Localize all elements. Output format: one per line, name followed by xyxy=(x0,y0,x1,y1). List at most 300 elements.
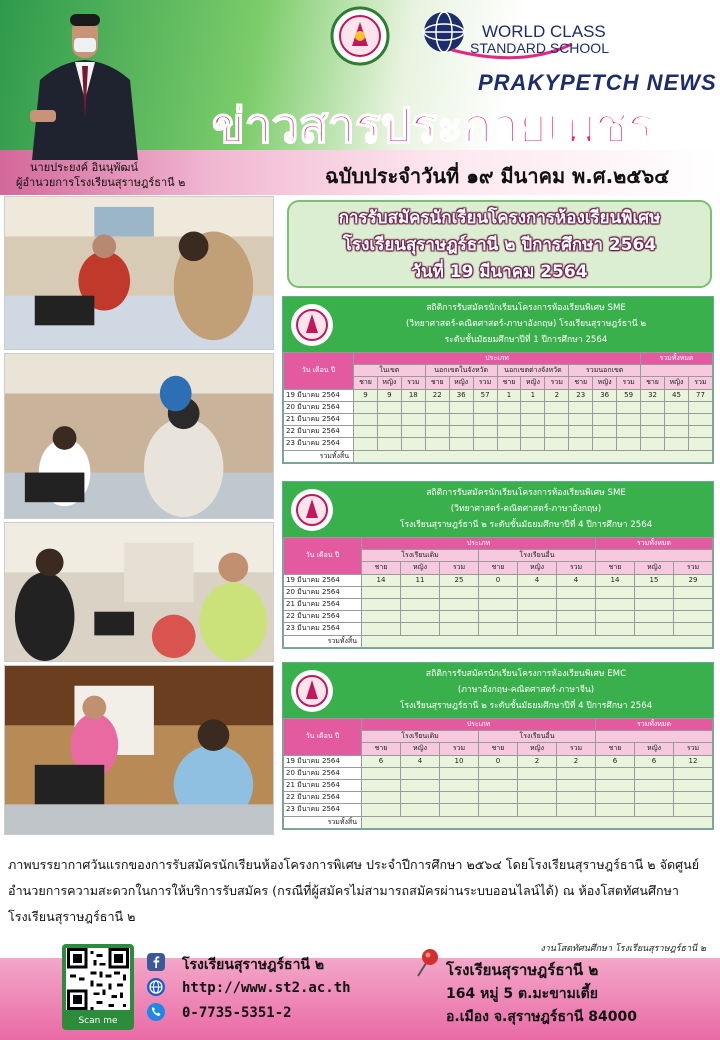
table-cell xyxy=(518,598,557,610)
total-header: รวมทั้งหมด xyxy=(641,353,713,365)
table-cell xyxy=(401,792,440,804)
table-cell: 6 xyxy=(596,755,635,767)
sub-header-cell: หญิง xyxy=(593,377,617,389)
row-date: 21 มีนาคม 2564 xyxy=(284,413,354,425)
table-row xyxy=(284,792,713,804)
table-cell: 77 xyxy=(688,389,712,401)
table-cell xyxy=(569,438,593,450)
table-cell xyxy=(401,779,440,791)
table-cell xyxy=(497,426,521,438)
photo-registration-4 xyxy=(4,665,274,835)
table-cell: 15 xyxy=(635,574,674,586)
sub-header-cell: ชาย xyxy=(596,562,635,574)
table-row xyxy=(284,611,713,623)
table-row xyxy=(284,779,713,791)
table-cell xyxy=(401,804,440,816)
table-cell xyxy=(635,623,674,635)
table-cell xyxy=(557,598,596,610)
sub-header-cell: ชาย xyxy=(641,377,665,389)
photo-registration-1 xyxy=(4,196,274,350)
sub-header-cell: รวม xyxy=(401,377,425,389)
table-cell xyxy=(688,426,712,438)
row-date: 22 มีนาคม 2564 xyxy=(284,426,354,438)
table-cell: 57 xyxy=(473,389,497,401)
principal-name: นายประยงค์ อินนุพัฒน์ xyxy=(30,161,138,174)
table-row xyxy=(284,401,713,413)
table-cell xyxy=(664,438,688,450)
table-cell xyxy=(596,586,635,598)
table-cell xyxy=(664,401,688,413)
table-cell xyxy=(545,413,569,425)
table-row xyxy=(284,767,713,779)
group-header: โรงเรียนเดิม xyxy=(362,731,479,743)
table-cell: 36 xyxy=(449,389,473,401)
website-link[interactable]: http://www.st2.ac.th xyxy=(182,980,351,996)
table-cell xyxy=(617,413,641,425)
table-cell xyxy=(596,767,635,779)
map-pin-icon xyxy=(412,948,440,978)
table-cell xyxy=(635,611,674,623)
table-cell xyxy=(354,426,378,438)
table-cell xyxy=(518,586,557,598)
group-header: นอกเขตในจังหวัด xyxy=(425,365,497,377)
table-cell xyxy=(557,623,596,635)
table-cell: 6 xyxy=(362,755,401,767)
table-cell xyxy=(401,623,440,635)
table-cell xyxy=(440,611,479,623)
sub-header-cell: ชาย xyxy=(569,377,593,389)
table-cell xyxy=(569,426,593,438)
sub-header-cell: ชาย xyxy=(354,377,378,389)
table-cell xyxy=(593,438,617,450)
group-header-blank xyxy=(641,365,713,377)
table-cell xyxy=(518,804,557,816)
table-cell xyxy=(440,767,479,779)
table-cell xyxy=(617,438,641,450)
type-header: ประเภท xyxy=(354,353,641,365)
table-cell xyxy=(617,401,641,413)
table-cell: 10 xyxy=(440,755,479,767)
table-row xyxy=(284,574,713,586)
table-cell xyxy=(362,804,401,816)
sub-header-cell: รวม xyxy=(617,377,641,389)
stats-table-header xyxy=(283,663,713,718)
sub-header-cell: ชาย xyxy=(425,377,449,389)
table-cell xyxy=(473,438,497,450)
school-seal-icon xyxy=(289,302,335,348)
total-header: รวมทั้งหมด xyxy=(596,538,713,550)
row-date: 20 มีนาคม 2564 xyxy=(284,401,354,413)
table-cell xyxy=(557,792,596,804)
table-cell: 45 xyxy=(664,389,688,401)
table-cell xyxy=(674,623,713,635)
table-cell xyxy=(674,586,713,598)
stats-table-header xyxy=(283,482,713,537)
group-header: นอกเขตต่างจังหวัด xyxy=(497,365,569,377)
table-cell xyxy=(401,401,425,413)
table-cell xyxy=(440,804,479,816)
row-date: 20 มีนาคม 2564 xyxy=(284,586,362,598)
table-cell xyxy=(479,586,518,598)
table-cell: 2 xyxy=(557,755,596,767)
row-date: 20 มีนาคม 2564 xyxy=(284,767,362,779)
table-row xyxy=(284,804,713,816)
table-cell xyxy=(449,438,473,450)
address-title: โรงเรียนสุราษฎร์ธานี ๒ xyxy=(446,961,599,979)
table-cell xyxy=(440,586,479,598)
table-cell xyxy=(569,401,593,413)
table-cell: 23 xyxy=(569,389,593,401)
table-cell xyxy=(425,413,449,425)
table-row xyxy=(284,389,713,401)
sum-cells xyxy=(362,635,713,647)
qr-code[interactable] xyxy=(62,944,134,1030)
total-header: รวมทั้งหมด xyxy=(596,719,713,731)
table-cell xyxy=(635,779,674,791)
table-cell xyxy=(596,623,635,635)
group-header: โรงเรียนเดิม xyxy=(362,550,479,562)
stats-title: สถิติการรับสมัครนักเรียนโครงการห้องเรียนพิเศษ SME xyxy=(426,488,626,498)
row-date: 21 มีนาคม 2564 xyxy=(284,779,362,791)
wcs-line2: STANDARD SCHOOL xyxy=(470,40,609,56)
stats-level: โรงเรียนสุราษฎร์ธานี ๒ ระดับชั้นมัธยมศึกษาปีที่ 4 ปีการศึกษา 2564 xyxy=(399,520,653,530)
table-cell xyxy=(479,623,518,635)
table-cell xyxy=(401,586,440,598)
table-cell xyxy=(688,413,712,425)
stats-grid xyxy=(283,537,713,648)
table-cell xyxy=(362,767,401,779)
sub-header-cell: หญิง xyxy=(635,743,674,755)
group-header-blank xyxy=(596,550,713,562)
table-cell xyxy=(425,426,449,438)
table-cell xyxy=(635,792,674,804)
qr-code-icon xyxy=(66,948,130,1010)
table-row xyxy=(284,755,713,767)
table-cell xyxy=(449,426,473,438)
row-date: 21 มีนาคม 2564 xyxy=(284,598,362,610)
table-cell xyxy=(362,779,401,791)
table-cell xyxy=(545,426,569,438)
row-date: 23 มีนาคม 2564 xyxy=(284,623,362,635)
table-cell xyxy=(674,767,713,779)
phone-number[interactable]: 0-7735-5351-2 xyxy=(182,1005,292,1021)
table-cell: 11 xyxy=(401,574,440,586)
table-cell xyxy=(440,792,479,804)
table-cell xyxy=(518,767,557,779)
table-cell xyxy=(479,767,518,779)
row-date: 22 มีนาคม 2564 xyxy=(284,611,362,623)
table-cell xyxy=(674,598,713,610)
table-cell xyxy=(596,804,635,816)
table-cell xyxy=(479,792,518,804)
table-cell xyxy=(545,438,569,450)
table-cell xyxy=(635,804,674,816)
table-cell xyxy=(401,611,440,623)
sum-cells xyxy=(362,816,713,828)
table-cell: 2 xyxy=(545,389,569,401)
table-cell xyxy=(518,611,557,623)
sub-header-cell: หญิง xyxy=(401,743,440,755)
table-cell xyxy=(521,413,545,425)
sub-header-cell: หญิง xyxy=(635,562,674,574)
table-cell xyxy=(545,401,569,413)
stats-table-emc-m4 xyxy=(282,662,714,830)
table-cell: 4 xyxy=(518,574,557,586)
date-column-header: วัน เดือน ปี xyxy=(284,538,362,575)
sub-header-cell: รวม xyxy=(557,562,596,574)
stats-level: โรงเรียนสุราษฎร์ธานี ๒ ระดับชั้นมัธยมศึกษาปีที่ 4 ปีการศึกษา 2564 xyxy=(399,701,653,711)
table-cell xyxy=(635,586,674,598)
table-cell: 14 xyxy=(362,574,401,586)
scan-me-label: Scan me xyxy=(78,1016,118,1026)
table-cell: 0 xyxy=(479,755,518,767)
stats-grid xyxy=(283,718,713,829)
type-header: ประเภท xyxy=(362,719,596,731)
table-cell xyxy=(440,598,479,610)
headline-line2: โรงเรียนสุราษฎร์ธานี ๒ ปีการศึกษา 2564 xyxy=(342,235,657,255)
table-cell: 36 xyxy=(593,389,617,401)
table-cell xyxy=(557,779,596,791)
table-cell xyxy=(377,426,401,438)
table-cell xyxy=(593,426,617,438)
table-cell: 59 xyxy=(617,389,641,401)
table-cell xyxy=(518,623,557,635)
photo-caption: ภาพบรรยากาศวันแรกของการรับสมัครนักเรียนห้องโครงการพิเศษ ประจำปีการศึกษา ๒๕๖๔ โดยโรงเรียนสุราษฎร์ธานี ๒ จัดศูนย์อำนวยการความสะดวกในการให้บริการรับสมัคร (กรณีที่ผู้สมัครไม่สามารถสมัครผ่านระบบออนไลน์ได้) ณ ห้องโสตทัศนศึกษา โรงเรียนสุราษฎร์ธานี ๒ xyxy=(8,857,700,924)
table-cell xyxy=(440,779,479,791)
table-row xyxy=(284,413,713,425)
table-cell: 4 xyxy=(557,574,596,586)
sub-header-cell: รวม xyxy=(688,377,712,389)
row-date: 19 มีนาคม 2564 xyxy=(284,389,354,401)
table-cell xyxy=(674,779,713,791)
newsletter-title-th: ข่าวสารประกายเพชร xyxy=(212,98,654,154)
web-icon xyxy=(147,978,165,996)
sum-label: รวมทั้งสิ้น xyxy=(284,450,354,462)
table-row xyxy=(284,598,713,610)
sub-header-cell: ชาย xyxy=(596,743,635,755)
table-cell xyxy=(641,426,665,438)
row-date: 19 มีนาคม 2564 xyxy=(284,755,362,767)
sub-header-cell: ชาย xyxy=(497,377,521,389)
table-cell xyxy=(557,586,596,598)
table-cell xyxy=(479,598,518,610)
phone-icon xyxy=(147,1003,165,1021)
table-cell xyxy=(593,401,617,413)
table-cell: 25 xyxy=(440,574,479,586)
table-cell xyxy=(479,804,518,816)
sub-header-cell: หญิง xyxy=(377,377,401,389)
table-cell xyxy=(521,438,545,450)
row-date: 23 มีนาคม 2564 xyxy=(284,438,354,450)
table-cell xyxy=(497,438,521,450)
group-header: ในเขต xyxy=(354,365,426,377)
table-cell xyxy=(401,598,440,610)
table-row xyxy=(284,586,713,598)
table-cell xyxy=(354,413,378,425)
table-cell xyxy=(362,611,401,623)
stats-level: ระดับชั้นมัธยมศึกษาปีที่ 1 ปีการศึกษา 2564 xyxy=(444,335,608,345)
table-cell xyxy=(377,401,401,413)
table-row xyxy=(284,426,713,438)
table-cell xyxy=(641,401,665,413)
table-cell xyxy=(479,611,518,623)
row-date: 19 มีนาคม 2564 xyxy=(284,574,362,586)
sub-header-cell: หญิง xyxy=(664,377,688,389)
table-cell: 2 xyxy=(518,755,557,767)
table-cell xyxy=(557,804,596,816)
table-cell xyxy=(401,438,425,450)
table-cell xyxy=(401,413,425,425)
table-cell xyxy=(401,767,440,779)
table-cell xyxy=(557,611,596,623)
table-cell xyxy=(674,611,713,623)
sub-header-cell: รวม xyxy=(674,743,713,755)
table-cell: 22 xyxy=(425,389,449,401)
table-cell xyxy=(473,401,497,413)
sum-label: รวมทั้งสิ้น xyxy=(284,635,362,647)
sub-header-cell: ชาย xyxy=(479,743,518,755)
table-cell xyxy=(557,767,596,779)
table-cell: 6 xyxy=(635,755,674,767)
masthead xyxy=(0,0,720,195)
table-row xyxy=(284,438,713,450)
table-cell xyxy=(674,792,713,804)
sum-cells xyxy=(354,450,713,462)
stats-subtitle: (วิทยาศาสตร์-คณิตศาสตร์-ภาษาอังกฤษ) xyxy=(450,504,602,514)
table-cell xyxy=(674,804,713,816)
date-column-header: วัน เดือน ปี xyxy=(284,719,362,756)
table-cell xyxy=(596,611,635,623)
table-cell xyxy=(362,792,401,804)
sub-header-cell: หญิง xyxy=(449,377,473,389)
stats-subtitle: (ภาษาอังกฤษ-คณิตศาสตร์-ภาษาจีน) xyxy=(457,685,595,695)
issue-date: ฉบับประจำวันที่ ๑๙ มีนาคม พ.ศ.๒๕๖๔ xyxy=(325,164,670,188)
facebook-icon xyxy=(147,953,165,971)
table-cell xyxy=(635,767,674,779)
table-cell xyxy=(497,413,521,425)
table-cell xyxy=(497,401,521,413)
sub-header-cell: หญิง xyxy=(521,377,545,389)
sub-header-cell: รวม xyxy=(557,743,596,755)
stats-grid xyxy=(283,352,713,463)
group-header-blank xyxy=(596,731,713,743)
wcs-line1: WORLD CLASS xyxy=(482,22,606,41)
group-header: โรงเรียนอื่น xyxy=(479,550,596,562)
table-cell: 14 xyxy=(596,574,635,586)
table-cell: 12 xyxy=(674,755,713,767)
table-cell xyxy=(473,413,497,425)
table-row xyxy=(284,623,713,635)
table-cell xyxy=(449,401,473,413)
table-cell xyxy=(518,779,557,791)
table-cell xyxy=(440,623,479,635)
stats-title: สถิติการรับสมัครนักเรียนโครงการห้องเรียนพิเศษ SME xyxy=(426,303,626,313)
table-cell xyxy=(664,426,688,438)
sub-header-cell: ชาย xyxy=(362,743,401,755)
table-cell: 4 xyxy=(401,755,440,767)
facebook-link[interactable]: โรงเรียนสุราษฎร์ธานี ๒ xyxy=(182,957,325,973)
row-date: 23 มีนาคม 2564 xyxy=(284,804,362,816)
sub-header-cell: รวม xyxy=(440,562,479,574)
table-cell: 29 xyxy=(674,574,713,586)
photo-registration-3 xyxy=(4,522,274,662)
table-cell xyxy=(425,401,449,413)
table-cell xyxy=(641,413,665,425)
school-seal-icon xyxy=(289,487,335,533)
table-cell xyxy=(449,413,473,425)
table-cell xyxy=(362,623,401,635)
table-cell xyxy=(377,438,401,450)
row-date: 22 มีนาคม 2564 xyxy=(284,792,362,804)
photo-registration-2 xyxy=(4,353,274,519)
table-cell xyxy=(641,438,665,450)
school-seal-logo xyxy=(322,6,398,66)
stats-table-sme-m1 xyxy=(282,296,714,464)
sub-header-cell: รวม xyxy=(674,562,713,574)
table-cell xyxy=(596,792,635,804)
sub-header-cell: ชาย xyxy=(479,562,518,574)
headline-line1: การรับสมัครนักเรียนโครงการห้องเรียนพิเศษ xyxy=(338,208,661,228)
table-cell xyxy=(617,426,641,438)
table-cell xyxy=(518,792,557,804)
principal-photo xyxy=(20,10,150,160)
table-cell: 1 xyxy=(521,389,545,401)
principal-position: ผู้อำนวยการโรงเรียนสุราษฎร์ธานี ๒ xyxy=(16,176,186,189)
sum-label: รวมทั้งสิ้น xyxy=(284,816,362,828)
date-column-header: วัน เดือน ปี xyxy=(284,353,354,390)
stats-title: สถิติการรับสมัครนักเรียนโครงการห้องเรียนพิเศษ EMC xyxy=(425,669,627,679)
address-line2: อ.เมือง จ.สุราษฎร์ธานี 84000 xyxy=(446,1009,638,1025)
newsletter-title-en: PRAKYPETCH NEWS xyxy=(478,70,717,95)
sub-header-cell: หญิง xyxy=(518,743,557,755)
sub-header-cell: หญิง xyxy=(401,562,440,574)
sub-header-cell: หญิง xyxy=(518,562,557,574)
table-cell: 18 xyxy=(401,389,425,401)
stats-table-header xyxy=(283,297,713,352)
table-cell xyxy=(362,598,401,610)
table-cell xyxy=(354,401,378,413)
sub-header-cell: รวม xyxy=(545,377,569,389)
table-cell xyxy=(521,426,545,438)
sub-header-cell: ชาย xyxy=(362,562,401,574)
stats-table-sme-m4 xyxy=(282,481,714,649)
headline-line3: วันที่ 19 มีนาคม 2564 xyxy=(411,262,588,282)
sub-header-cell: รวม xyxy=(473,377,497,389)
group-header: โรงเรียนอื่น xyxy=(479,731,596,743)
table-cell: 1 xyxy=(497,389,521,401)
stats-subtitle: (วิทยาศาสตร์-คณิตศาสตร์-ภาษาอังกฤษ) โรงเรียนสุราษฎร์ธานี ๒ xyxy=(405,319,647,329)
table-cell xyxy=(593,413,617,425)
group-header: รวมนอกเขต xyxy=(569,365,641,377)
table-cell: 0 xyxy=(479,574,518,586)
table-cell xyxy=(664,413,688,425)
table-cell: 32 xyxy=(641,389,665,401)
table-cell xyxy=(479,779,518,791)
table-cell xyxy=(635,598,674,610)
table-cell xyxy=(688,401,712,413)
table-cell xyxy=(377,413,401,425)
table-cell xyxy=(521,401,545,413)
type-header: ประเภท xyxy=(362,538,596,550)
address-line1: 164 หมู่ 5 ต.มะขามเตี้ย xyxy=(446,986,598,1002)
table-cell xyxy=(354,438,378,450)
sub-header-cell: รวม xyxy=(440,743,479,755)
table-cell: 9 xyxy=(377,389,401,401)
table-cell xyxy=(596,779,635,791)
table-cell xyxy=(362,586,401,598)
table-cell xyxy=(596,598,635,610)
table-cell xyxy=(425,438,449,450)
